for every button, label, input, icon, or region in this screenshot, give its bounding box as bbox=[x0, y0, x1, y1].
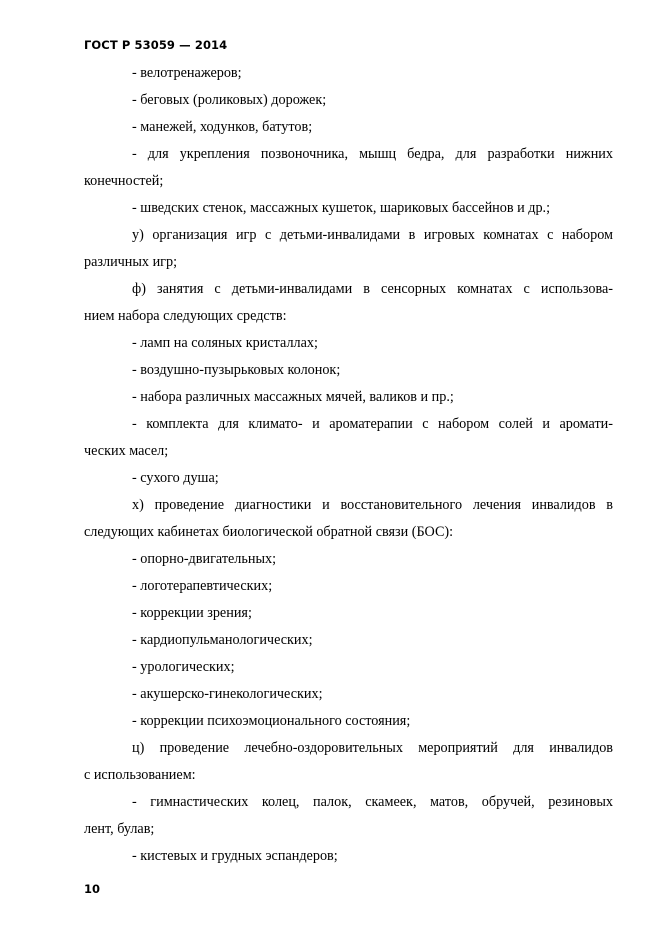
text-line: - для укрепления позвоночника, мышц бедра, для разработки нижних bbox=[132, 146, 613, 162]
text-line: - беговых (роликовых) дорожек; bbox=[132, 92, 327, 108]
text-line: следующих кабинетах биологической обратной связи (БОС): bbox=[84, 524, 454, 540]
text-line: - велотренажеров; bbox=[132, 65, 242, 81]
text-line: конечностей; bbox=[84, 173, 164, 189]
text-line: - манежей, ходунков, батутов; bbox=[132, 119, 313, 135]
text-line: нием набора следующих средств: bbox=[84, 308, 287, 324]
text-line: - акушерско-гинекологических; bbox=[132, 686, 323, 702]
text-line: - логотерапевтических; bbox=[132, 578, 273, 594]
document-header: ГОСТ Р 53059 — 2014 bbox=[84, 38, 228, 52]
text-line: - ламп на соляных кристаллах; bbox=[132, 335, 318, 351]
text-line: лент, булав; bbox=[84, 821, 155, 837]
text-line: ц) проведение лечебно-оздоровительных мероприятий для инвалидов bbox=[132, 740, 613, 756]
text-line: - набора различных массажных мячей, валиков и пр.; bbox=[132, 389, 454, 405]
text-line: - урологических; bbox=[132, 659, 235, 675]
text-line: - сухого душа; bbox=[132, 470, 219, 486]
text-line: различных игр; bbox=[84, 254, 178, 270]
text-line: - опорно-двигательных; bbox=[132, 551, 277, 567]
text-line: - кардиопульманологических; bbox=[132, 632, 313, 648]
text-line: - комплекта для климато- и ароматерапии с набором солей и аромати- bbox=[132, 416, 613, 432]
text-line: - гимнастических колец, палок, скамеек, матов, обручей, резиновых bbox=[132, 794, 613, 810]
text-line: ф) занятия с детьми-инвалидами в сенсорных комнатах с использова- bbox=[132, 281, 613, 297]
text-line: - кистевых и грудных эспандеров; bbox=[132, 848, 338, 864]
text-line: у) организация игр с детьми-инвалидами в игровых комнатах с набором bbox=[132, 227, 613, 243]
text-line: с использованием: bbox=[84, 767, 196, 783]
text-line: - коррекции зрения; bbox=[132, 605, 252, 621]
text-line: - шведских стенок, массажных кушеток, шариковых бассейнов и др.; bbox=[132, 200, 551, 216]
text-line: - коррекции психоэмоционального состояния; bbox=[132, 713, 411, 729]
page-number: 10 bbox=[84, 882, 101, 896]
text-line: х) проведение диагностики и восстановительного лечения инвалидов в bbox=[132, 497, 613, 513]
text-line: - воздушно-пузырьковых колонок; bbox=[132, 362, 341, 378]
text-line: ческих масел; bbox=[84, 443, 169, 459]
